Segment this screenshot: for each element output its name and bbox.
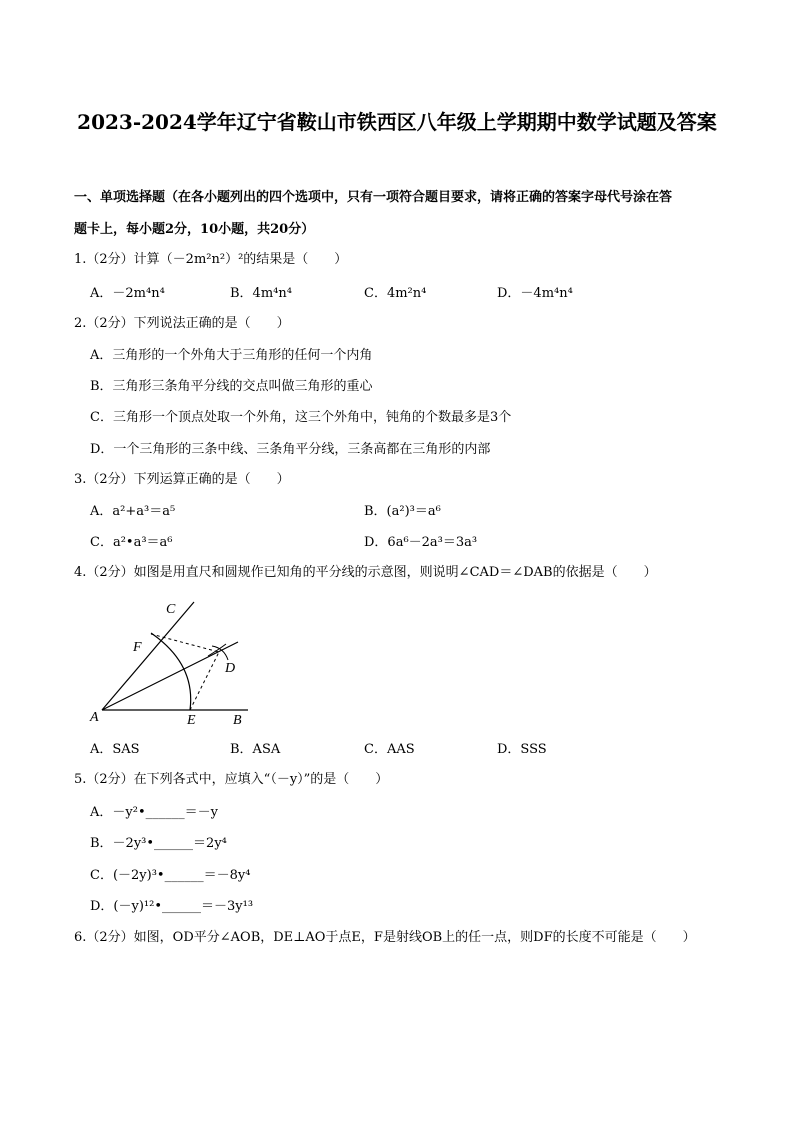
q5-option-d: D．(－y)¹²•______＝－3y¹³ [90, 899, 254, 914]
q5-stem: 5.（2分）在下列各式中，应填入“（－y）”的是（ ） [74, 772, 389, 787]
q1-option-c: C．4m²n⁴ [364, 286, 427, 301]
q5-option-a: A．－y²•______＝－y [90, 805, 218, 820]
q3-stem: 3.（2分）下列运算正确的是（ ） [74, 472, 290, 487]
angle-bisector-figure [86, 594, 286, 734]
q4-stem: 4.（2分）如图是用直尺和圆规作已知角的平分线的示意图，则说明∠CAD＝∠DAB的依据是（ ） [74, 565, 657, 580]
label-c: C [166, 602, 176, 617]
q1-stem: 1.（2分）计算（－2m²n²）²的结果是（ ） [74, 252, 348, 267]
q1-option-a: A．－2m⁴n⁴ [90, 286, 165, 301]
label-e: E [187, 713, 196, 728]
section-heading-line2: 题卡上，每小题2分，10小题，共20分） [74, 222, 315, 237]
q4-option-d: D．SSS [497, 742, 547, 757]
q2-option-d: D．一个三角形的三条中线、三条角平分线，三条高都在三角形的内部 [90, 442, 491, 457]
q3-option-c: C．a²•a³＝a⁶ [90, 535, 173, 550]
label-a: A [90, 710, 99, 725]
section-heading-line1: 一、单项选择题（在各小题列出的四个选项中，只有一项符合题目要求，请将正确的答案字母代号涂在答 [74, 190, 673, 205]
q6-stem: 6.（2分）如图，OD平分∠AOB，DE⊥AO于点E，F是射线OB上的任一点，则DF的长度不可能是（ ） [74, 930, 696, 945]
q4-option-a: A．SAS [90, 742, 140, 757]
q3-option-a: A．a²+a³＝a⁵ [90, 504, 176, 519]
q4-option-c: C．AAS [364, 742, 415, 757]
label-f: F [133, 640, 142, 655]
q5-option-b: B．－2y³•______＝2y⁴ [90, 836, 227, 851]
q1-option-b: B．4m⁴n⁴ [230, 286, 292, 301]
q2-stem: 2.（2分）下列说法正确的是（ ） [74, 316, 290, 331]
q1-option-d: D．－4m⁴n⁴ [497, 286, 573, 301]
q2-option-c: C．三角形一个顶点处取一个外角，这三个外角中，钝角的个数最多是3个 [90, 410, 512, 425]
q5-option-c: C．(－2y)³•______＝－8y⁴ [90, 868, 251, 883]
label-d: D [225, 661, 236, 676]
q2-option-a: A．三角形的一个外角大于三角形的任何一个内角 [90, 348, 373, 363]
q3-option-b: B．(a²)³＝a⁶ [364, 504, 441, 519]
q4-option-b: B．ASA [230, 742, 281, 757]
q3-option-d: D．6a⁶－2a³＝3a³ [364, 535, 478, 550]
q2-option-b: B．三角形三条角平分线的交点叫做三角形的重心 [90, 379, 373, 394]
page-title: 2023-2024学年辽宁省鞍山市铁西区八年级上学期期中数学试题及答案 [77, 110, 717, 134]
label-b: B [233, 713, 242, 728]
